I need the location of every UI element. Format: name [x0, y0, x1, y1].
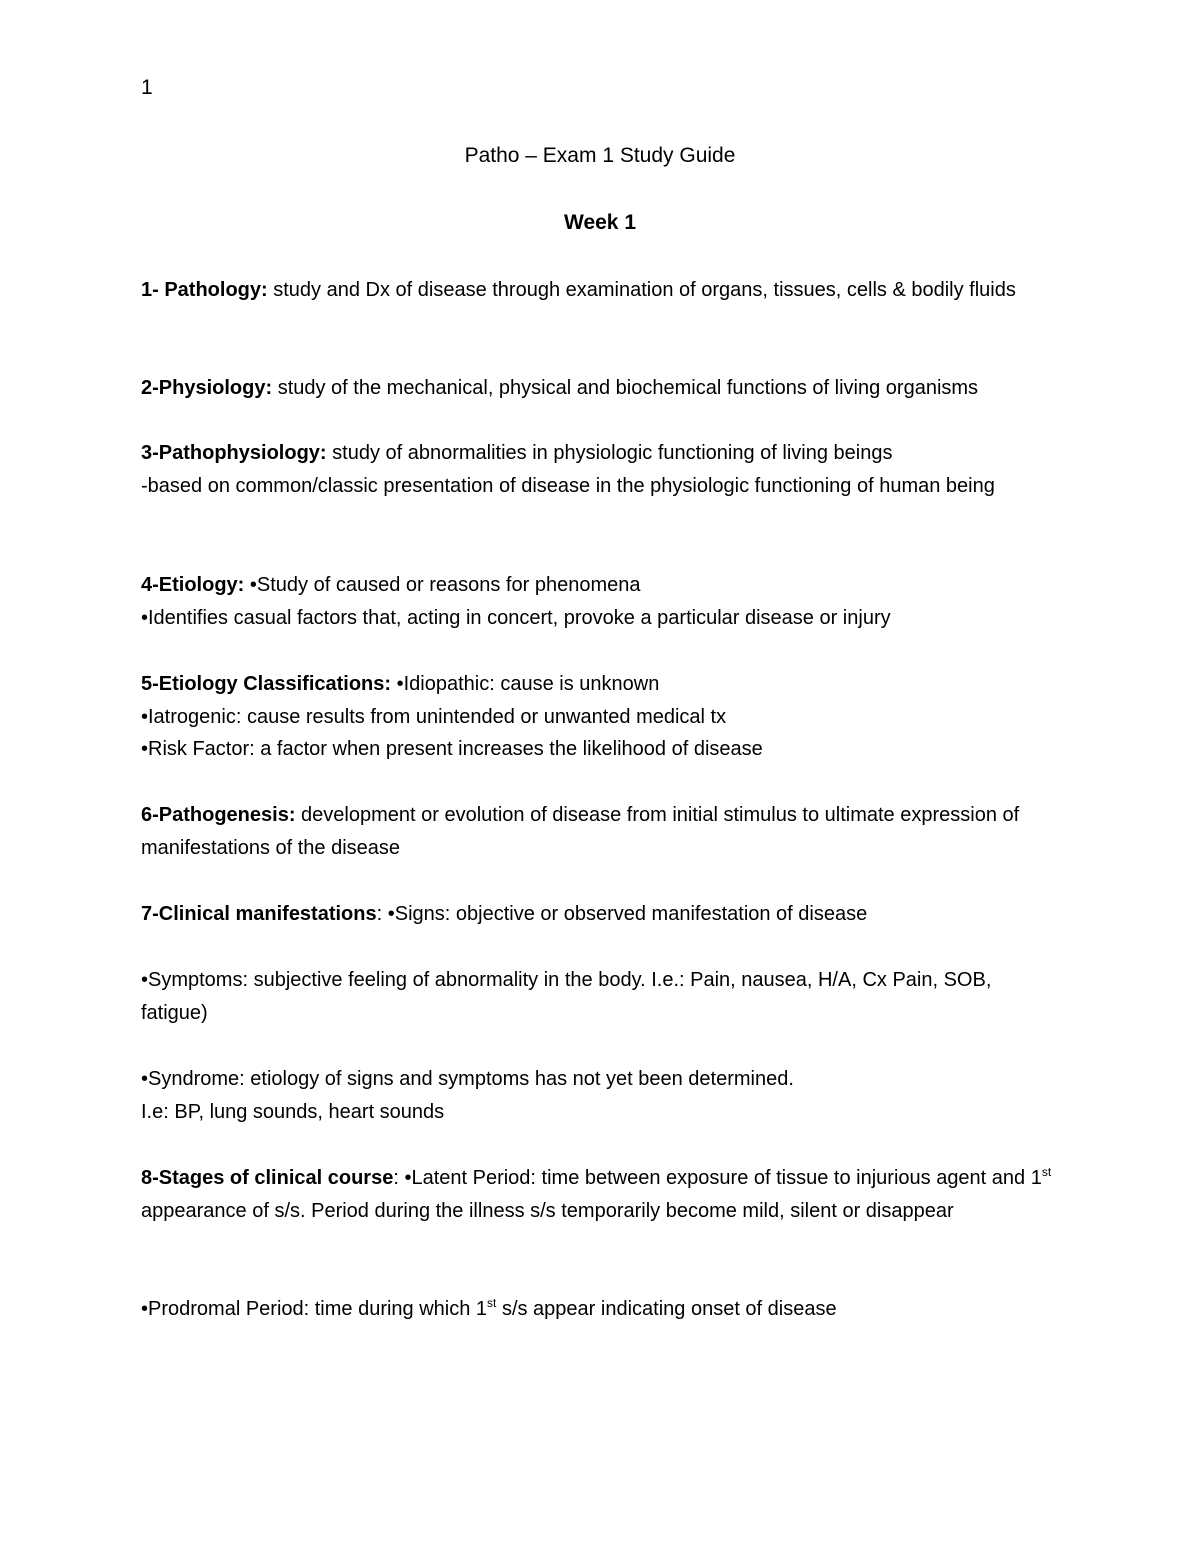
entry-term: 1- Pathology:: [141, 279, 268, 301]
entry-text: •Prodromal Period: time during which 1: [141, 1298, 488, 1320]
entry-etiology: [141, 569, 1061, 634]
entry-text: development or evolution of disease from initial stimulus to ultimate expression of manifestations of the disease: [141, 804, 1020, 859]
entry-line: •Iatrogenic: cause results from unintended or unwanted medical tx: [141, 705, 727, 728]
entry-line: -based on common/classic presentation of disease in the physiologic functioning of human being: [141, 474, 995, 497]
entry-text: : •Signs: objective or observed manifestation of disease: [376, 903, 868, 925]
section-heading: Week 1: [564, 211, 636, 234]
entry-physiology: [141, 372, 1061, 405]
entry-pathogenesis: [141, 799, 1061, 864]
entry-pathology: [141, 274, 1061, 307]
entry-term: 5-Etiology Classifications:: [141, 673, 392, 695]
entry-text: •Idiopathic: cause is unknown: [391, 673, 660, 695]
entry-text: study of the mechanical, physical and biochemical functions of living organisms: [272, 377, 979, 399]
entry-prodromal-period: [141, 1293, 1061, 1326]
entry-term: 3-Pathophysiology:: [141, 442, 327, 464]
superscript: st: [487, 1296, 497, 1310]
entry-term: 7-Clinical manifestations: [141, 903, 377, 925]
entry-line: •Risk Factor: a factor when present increases the likelihood of disease: [141, 738, 763, 760]
entry-term: 6-Pathogenesis:: [141, 804, 296, 826]
entry-text: study and Dx of disease through examination of organs, tissues, cells & bodily fluids: [267, 279, 1016, 301]
document-title: Patho – Exam 1 Study Guide: [464, 144, 736, 167]
entry-clinical-manifestations: [141, 898, 1061, 931]
entry-pathophysiology: [141, 437, 1061, 502]
entry-text: appearance of s/s. Period during the illness s/s temporarily become mild, silent or disappear: [141, 1199, 954, 1222]
entry-syndrome: [141, 1063, 1061, 1128]
entry-stages-clinical-course: [141, 1162, 1061, 1227]
entry-term: 4-Etiology:: [141, 574, 245, 596]
entry-text: •Study of caused or reasons for phenomena: [244, 574, 641, 596]
entry-etiology-classifications: [141, 668, 1061, 766]
entry-line: I.e: BP, lung sounds, heart sounds: [141, 1100, 445, 1123]
entry-symptoms: [141, 964, 1061, 1029]
superscript: st: [1041, 1165, 1052, 1179]
entry-text: : •Latent Period: time between exposure of tissue to injurious agent and 1: [393, 1167, 1042, 1189]
entry-line: •Identifies casual factors that, acting in concert, provoke a particular disease or injury: [141, 606, 891, 629]
entry-text: s/s appear indicating onset of disease: [496, 1298, 837, 1320]
entry-text: •Syndrome: etiology of signs and symptoms has not yet been determined.: [141, 1068, 794, 1090]
page-number: 1: [141, 76, 153, 99]
entry-term: 2-Physiology:: [141, 377, 273, 399]
entry-text: study of abnormalities in physiologic functioning of living beings: [326, 442, 893, 464]
entry-term: 8-Stages of clinical course: [141, 1167, 394, 1189]
entry-text: •Symptoms: subjective feeling of abnormality in the body. I.e.: Pain, nausea, H/A, Cx Pain, SOB, fatigue): [141, 969, 992, 1024]
